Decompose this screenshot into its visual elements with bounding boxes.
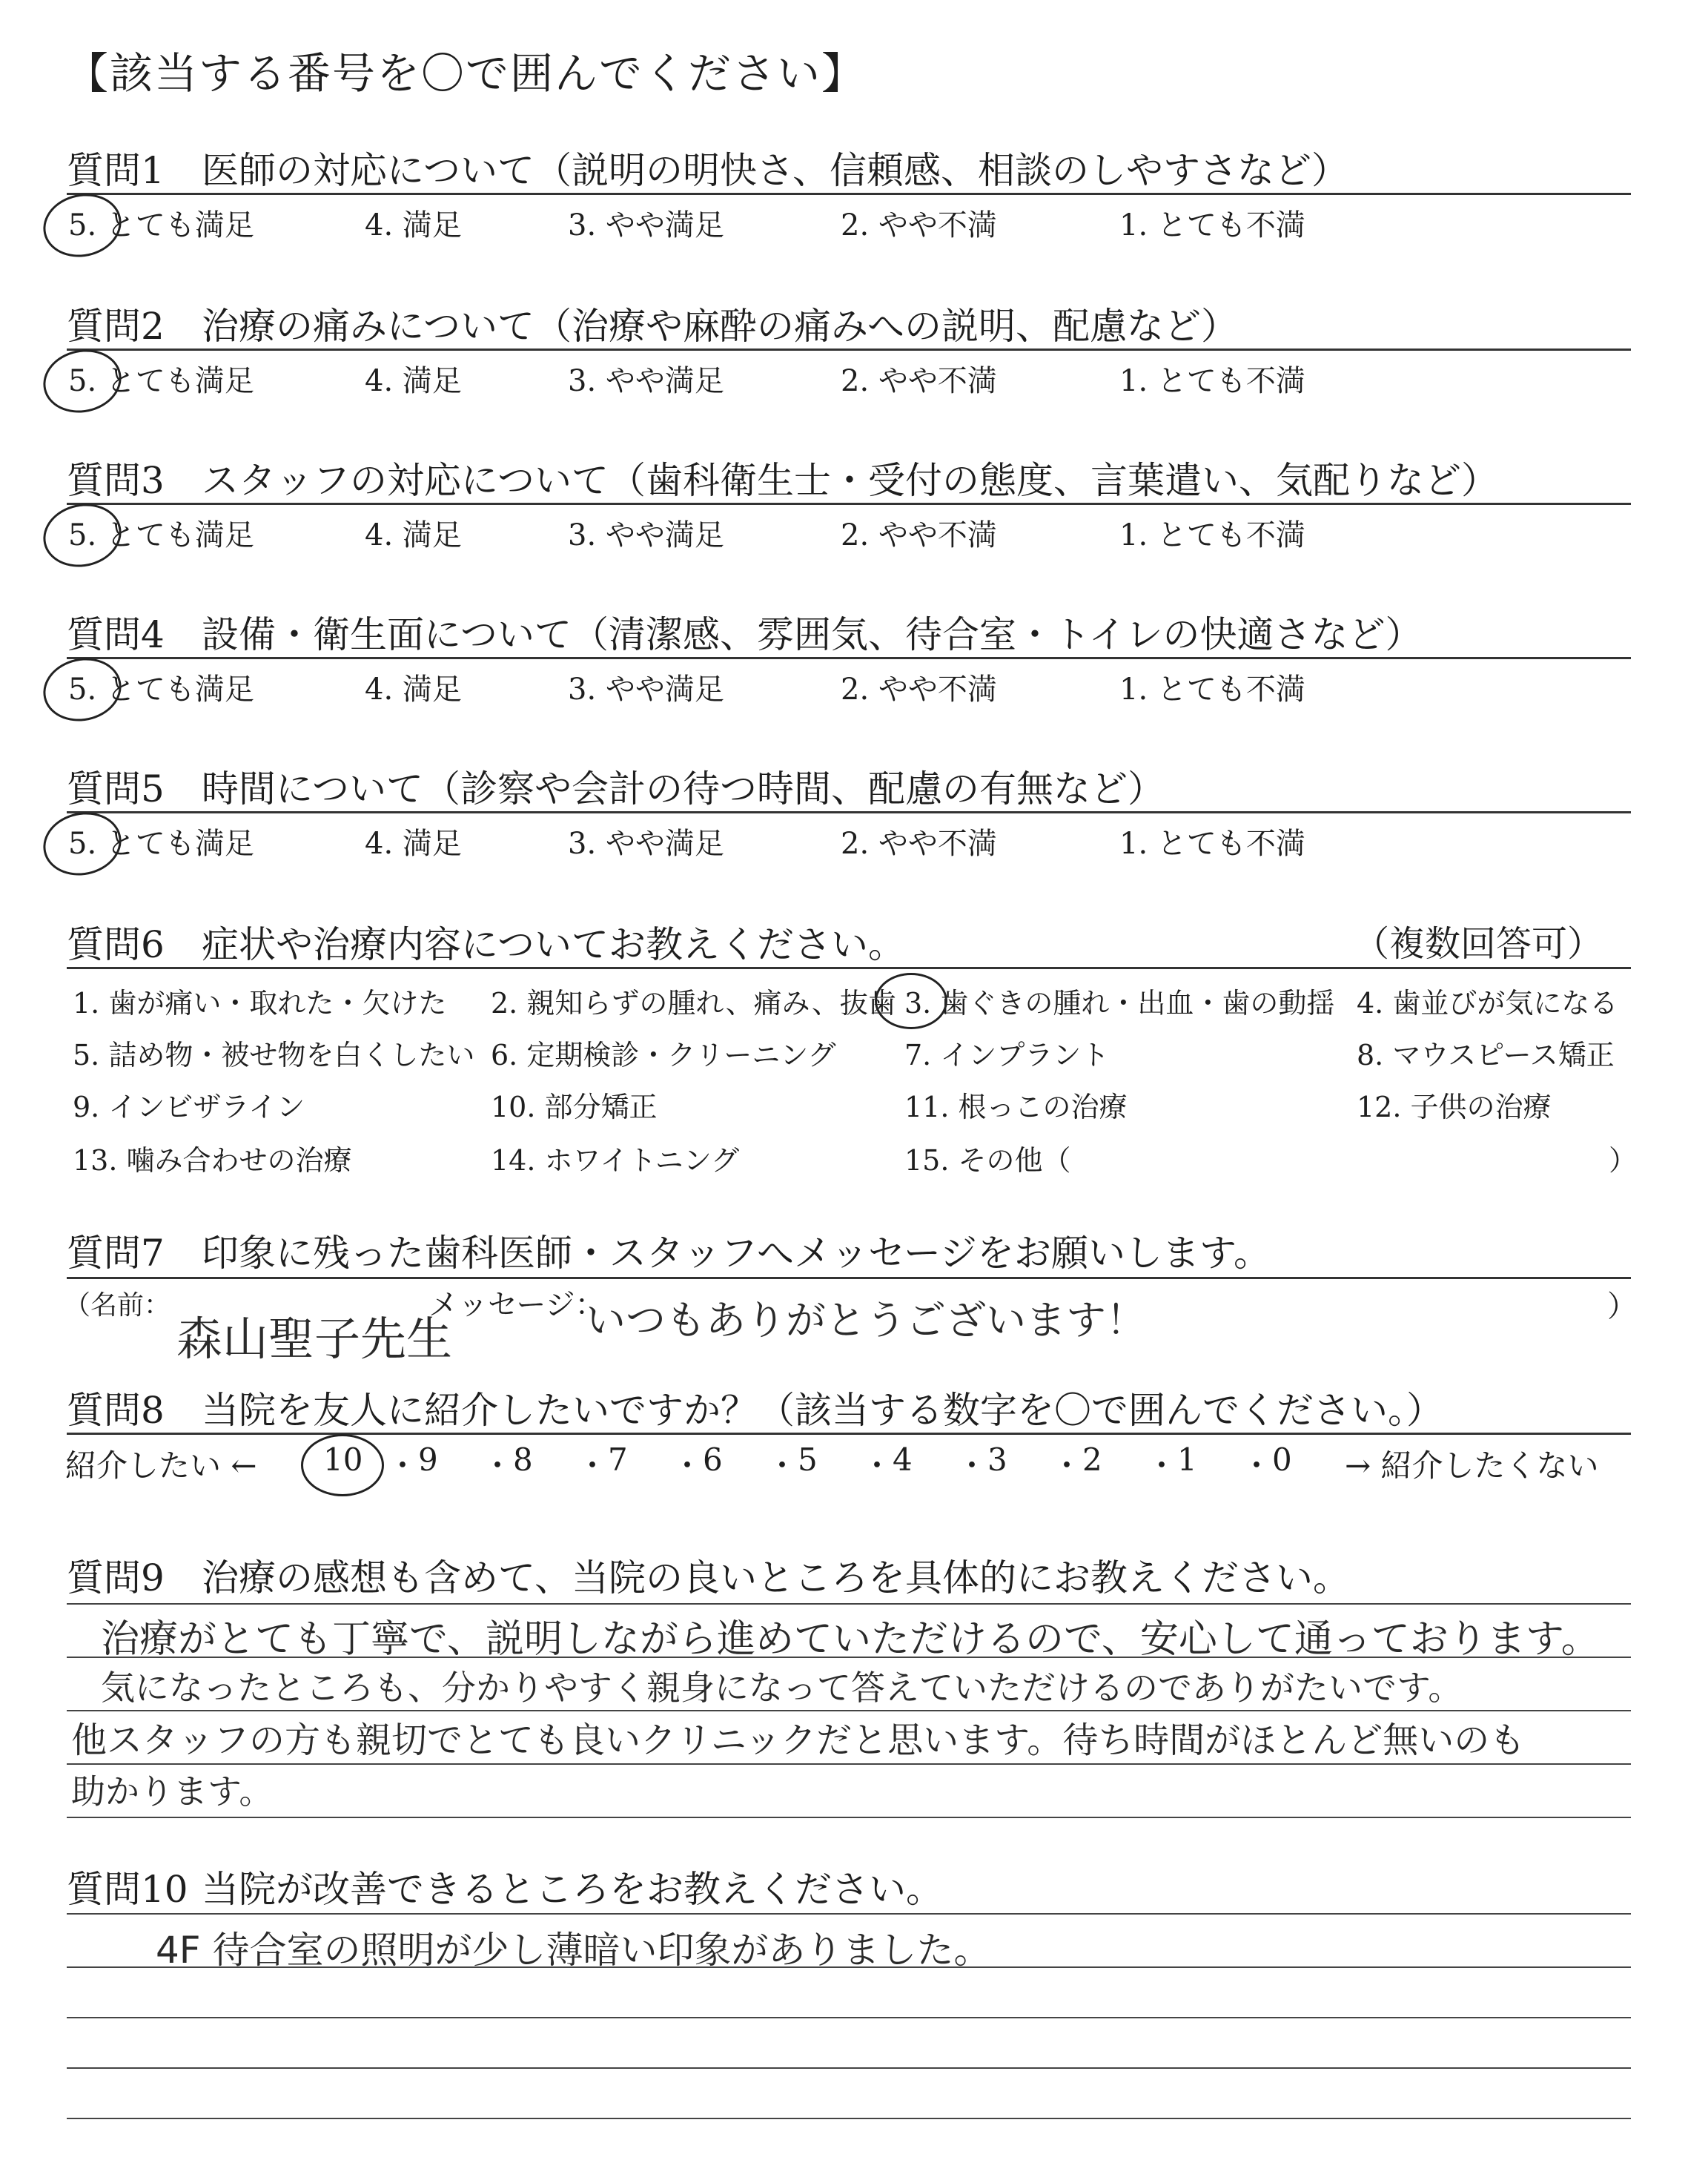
- q3-option-1[interactable]: 1. とても不満: [1119, 518, 1305, 552]
- q6-option-3[interactable]: 3. 歯ぐきの腫れ・出血・歯の動揺: [904, 987, 1335, 1020]
- q5-option-5[interactable]: 5. とても満足: [68, 827, 254, 861]
- q8-left-label: 紹介したい ←: [65, 1447, 257, 1484]
- q6-underline: [67, 967, 1631, 969]
- q5-label: 質問5: [67, 767, 165, 810]
- q3-option-4[interactable]: 4. 満足: [365, 518, 462, 552]
- q4-selected-circle: [37, 651, 127, 728]
- q5-underline: [67, 811, 1631, 813]
- q8-scale-5[interactable]: 5: [798, 1441, 818, 1478]
- q3-option-2[interactable]: 2. やや不満: [841, 518, 997, 552]
- q6-label: 質問6: [67, 923, 165, 966]
- q6-option-7[interactable]: 7. インプラント: [904, 1039, 1110, 1071]
- q8-scale-9[interactable]: 9: [418, 1441, 438, 1478]
- q8-scale-7[interactable]: 7: [608, 1441, 628, 1478]
- q7-message-value[interactable]: いつもありがとうございます！: [586, 1297, 1146, 1344]
- q8-scale-10[interactable]: 10: [323, 1441, 363, 1478]
- q2-text: 治療の痛みについて（治療や麻酔の痛みへの説明、配慮など）: [202, 305, 1238, 348]
- q8-scale-separator: ・: [482, 1447, 514, 1484]
- q2-option-5[interactable]: 5. とても満足: [68, 364, 254, 398]
- q8-text: 当院を友人に紹介したいですか？（該当する数字を〇で囲んでください。）: [202, 1389, 1443, 1432]
- q6-text: 症状や治療内容についてお教えください。: [202, 923, 905, 966]
- q7-text: 印象に残った歯科医師・スタッフへメッセージをお願いします。: [202, 1232, 1271, 1275]
- q1-option-4[interactable]: 4. 満足: [365, 208, 462, 242]
- q8-scale-separator: ・: [577, 1447, 609, 1484]
- q1-text: 医師の対応について（説明の明快さ、信頼感、相談のしやすさなど）: [202, 149, 1348, 192]
- q3-option-3[interactable]: 3. やや満足: [568, 518, 724, 552]
- q6-option-8[interactable]: 8. マウスピース矯正: [1357, 1039, 1615, 1071]
- q9-rule-4: [67, 1763, 1631, 1765]
- q8-scale-separator: ・: [861, 1447, 893, 1484]
- q8-scale-separator: ・: [1051, 1447, 1083, 1484]
- q6-option-12[interactable]: 12. 子供の治療: [1357, 1091, 1552, 1123]
- q3-option-5[interactable]: 5. とても満足: [68, 518, 254, 552]
- q2-option-4[interactable]: 4. 満足: [365, 364, 462, 398]
- q8-selected-circle: [301, 1434, 384, 1496]
- q4-text: 設備・衛生面について（清潔感、雰囲気、待合室・トイレの快適さなど）: [202, 613, 1423, 656]
- q10-rule-3: [67, 2017, 1631, 2018]
- q3-selected-circle: [37, 497, 127, 574]
- q7-closing-paren: ）: [1607, 1289, 1637, 1324]
- q8-scale-separator: ・: [1146, 1447, 1178, 1484]
- q3-underline: [67, 503, 1631, 505]
- q5-option-3[interactable]: 3. やや満足: [568, 827, 724, 861]
- q8-scale-2[interactable]: 2: [1082, 1441, 1102, 1478]
- q2-label: 質問2: [67, 305, 165, 348]
- q6-option-2[interactable]: 2. 親知らずの腫れ、痛み、抜歯: [491, 987, 896, 1020]
- q4-option-5[interactable]: 5. とても満足: [68, 673, 254, 707]
- q6-option-15[interactable]: 15. その他（: [904, 1144, 1071, 1177]
- q8-scale-8[interactable]: 8: [513, 1441, 533, 1478]
- q6-note: （複数回答可）: [1354, 923, 1603, 965]
- q6-option-14[interactable]: 14. ホワイトニング: [491, 1144, 740, 1177]
- q9-rule-1: [67, 1603, 1631, 1605]
- q4-option-3[interactable]: 3. やや満足: [568, 673, 724, 707]
- q8-scale-1[interactable]: 1: [1177, 1441, 1197, 1478]
- q2-selected-circle: [37, 343, 127, 420]
- q4-option-1[interactable]: 1. とても不満: [1119, 673, 1305, 707]
- q10-answer-line-1[interactable]: 4F 待合室の照明が少し薄暗い印象がありました。: [156, 1929, 991, 1972]
- q1-option-2[interactable]: 2. やや不満: [841, 208, 997, 242]
- q8-scale-3[interactable]: 3: [987, 1441, 1007, 1478]
- q8-scale-separator: ・: [387, 1447, 419, 1484]
- q6-option-10[interactable]: 10. 部分矯正: [491, 1091, 658, 1123]
- q8-scale-4[interactable]: 4: [893, 1441, 913, 1478]
- q1-option-3[interactable]: 3. やや満足: [568, 208, 724, 242]
- q10-text: 当院が改善できるところをお教えください。: [202, 1868, 943, 1911]
- q6-selected-circle: [875, 973, 947, 1029]
- q4-label: 質問4: [67, 613, 165, 656]
- q8-scale-separator: ・: [1241, 1447, 1273, 1484]
- form-title: 【該当する番号を〇で囲んでください】: [65, 48, 867, 99]
- q9-text: 治療の感想も含めて、当院の良いところを具体的にお教えください。: [202, 1556, 1350, 1599]
- q7-message-label: メッセージ：: [428, 1288, 605, 1322]
- q4-option-2[interactable]: 2. やや不満: [841, 673, 997, 707]
- q2-option-3[interactable]: 3. やや満足: [568, 364, 724, 398]
- q5-text: 時間について（診察や会計の待つ時間、配慮の有無など）: [202, 767, 1165, 810]
- q4-underline: [67, 657, 1631, 659]
- q8-label: 質問8: [67, 1389, 165, 1432]
- q5-option-2[interactable]: 2. やや不満: [841, 827, 997, 861]
- q8-scale-separator: ・: [672, 1447, 704, 1484]
- q3-text: スタッフの対応について（歯科衛生士・受付の態度、言葉遣い、気配りなど）: [202, 459, 1498, 502]
- q6-option-9[interactable]: 9. インビザライン: [73, 1091, 305, 1123]
- q1-label: 質問1: [67, 149, 165, 192]
- q5-option-4[interactable]: 4. 満足: [365, 827, 462, 861]
- q10-rule-4: [67, 2067, 1631, 2069]
- q9-answer-line-4[interactable]: 助かります。: [71, 1771, 274, 1811]
- q6-option-6[interactable]: 6. 定期検診・クリーニング: [491, 1039, 836, 1071]
- q2-option-2[interactable]: 2. やや不満: [841, 364, 997, 398]
- q7-label: 質問7: [67, 1232, 165, 1275]
- q8-scale-separator: ・: [767, 1447, 798, 1484]
- q7-name-label: （名前：: [64, 1290, 171, 1321]
- q1-option-5[interactable]: 5. とても満足: [68, 208, 254, 242]
- q10-label: 質問10: [67, 1868, 188, 1911]
- q2-option-1[interactable]: 1. とても不満: [1119, 364, 1305, 398]
- q8-scale-separator: ・: [956, 1447, 988, 1484]
- q7-underline: [67, 1277, 1631, 1279]
- q2-underline: [67, 349, 1631, 351]
- q6-closing-paren: ）: [1609, 1144, 1638, 1177]
- q10-rule-5: [67, 2118, 1631, 2119]
- q8-scale-0[interactable]: 0: [1272, 1441, 1292, 1478]
- q9-answer-line-2[interactable]: 気になったところも、分かりやすく親身になって答えていただけるのでありがたいです。: [101, 1668, 1463, 1708]
- q5-option-1[interactable]: 1. とても不満: [1119, 827, 1305, 861]
- q6-option-4[interactable]: 4. 歯並びが気になる: [1357, 987, 1618, 1020]
- q5-selected-circle: [37, 805, 127, 882]
- q10-rule-1: [67, 1913, 1631, 1915]
- q9-answer-line-3[interactable]: 他スタッフの方も親切でとても良いクリニックだと思います。待ち時間がほとんど無いのも: [71, 1720, 1526, 1761]
- q3-label: 質問3: [67, 459, 165, 502]
- q6-option-11[interactable]: 11. 根っこの治療: [904, 1091, 1128, 1123]
- q9-label: 質問9: [67, 1556, 165, 1599]
- q8-right-label: → 紹介したくない: [1345, 1447, 1599, 1484]
- q8-underline: [67, 1433, 1631, 1435]
- q6-option-1[interactable]: 1. 歯が痛い・取れた・欠けた: [73, 987, 447, 1020]
- q8-scale-6[interactable]: 6: [703, 1441, 723, 1478]
- q1-underline: [67, 193, 1631, 195]
- q6-option-13[interactable]: 13. 噛み合わせの治療: [73, 1144, 352, 1177]
- q6-option-5[interactable]: 5. 詰め物・被せ物を白くしたい: [73, 1039, 475, 1071]
- q1-option-1[interactable]: 1. とても不満: [1119, 208, 1305, 242]
- q9-answer-line-1[interactable]: 治療がとても丁寧で、説明しながら進めていただけるので、安心して通っております。: [101, 1617, 1600, 1662]
- q7-name-value[interactable]: 森山聖子先生: [176, 1312, 453, 1366]
- q4-option-4[interactable]: 4. 満足: [365, 673, 462, 707]
- q9-rule-5: [67, 1817, 1631, 1818]
- q1-selected-circle: [37, 187, 127, 264]
